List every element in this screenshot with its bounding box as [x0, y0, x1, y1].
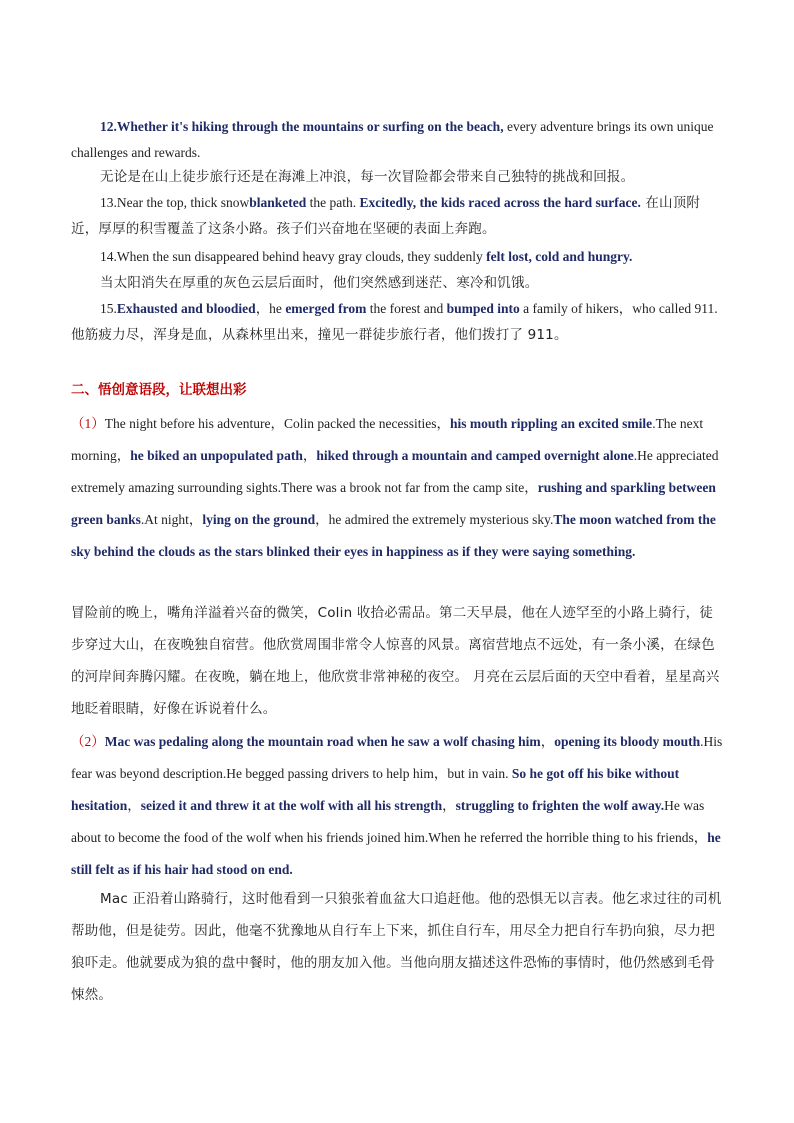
sentence-14-en: [71, 244, 723, 270]
p2-bold-a: Mac was pedaling along the mountain road when he saw a wolf chasing him: [104, 734, 541, 749]
sentence-13-text-a: 13.Near the top, thick snow: [100, 195, 250, 210]
sentence-12-plain: every adventure brings its own unique challenges and rewards.: [71, 119, 714, 160]
sentence-13-bold-b: Excitedly, the kids raced across the hard surface.: [359, 195, 641, 210]
p1-bold-a: his mouth rippling an excited smile: [450, 416, 653, 431]
sentence-15: [71, 296, 723, 348]
p1-bold-e: lying on the ground: [202, 512, 316, 527]
p1-text-d: .He appreciated extremely amazing surrounding sights.There was a brook not far from the camp site，: [71, 448, 719, 495]
sentence-15-text-a: ，he: [255, 301, 286, 316]
p1-bold-b: he biked an unpopulated path: [130, 448, 303, 463]
p1-text-b: .The next morning，: [71, 416, 704, 463]
sentence-12-en: [71, 114, 723, 166]
p2-text-b: .His fear was beyond description.He begged passing drivers to help him，but in vain.: [71, 734, 723, 781]
p1-bold-d: rushing and sparkling between green banks: [71, 480, 716, 527]
paragraph-1-zh: 冒险前的晚上，嘴角洋溢着兴奋的微笑，Colin 收拾必需品。第二天早晨，他在人迹罕至的小路上骑行，徒步穿过大山，在夜晚独自宿营。他欣赏周围非常令人惊喜的风景。离宿营地点不远处，有一条小溪，在绿色的河岸间奔腾闪耀。在夜晚，躺在地上，他欣赏非常神秘的夜空。 月亮在云层后面的天空中看着，星星高兴地眨着眼睛，好像在诉说着什么。: [71, 605, 720, 717]
p2-bold-d: seized it and threw it at the wolf with all his strength: [140, 798, 443, 813]
p2-bold-f: he still felt as if his hair had stood on end.: [71, 830, 721, 877]
sentence-14-zh: 当太阳消失在厚重的灰色云层后面时，他们突然感到迷茫、寒冷和饥饿。: [100, 275, 539, 291]
p2-text-c: ，: [127, 798, 141, 813]
sentence-15-num: 15.: [100, 301, 117, 316]
sentence-15-text-c: a family of hikers，who called 911.: [519, 301, 718, 316]
p1-bold-c: hiked through a mountain and camped overnight alone: [316, 448, 634, 463]
p2-bold-b: opening its bloody mouth: [554, 734, 701, 749]
section-heading: 二、悟创意语段，让联想出彩: [71, 382, 247, 398]
p1-text-c: ，: [302, 448, 317, 463]
sentence-15-bold-b: emerged from: [285, 301, 367, 316]
sentence-12-bold: 12.Whether it's hiking through the mountains or surfing on the beach,: [100, 119, 504, 134]
paragraph-1-number: （1）: [71, 416, 105, 431]
sentence-15-bold-c: bumped into: [446, 301, 520, 316]
p1-text-e: .At night，: [140, 512, 203, 527]
p2-text-a: ，: [540, 734, 555, 749]
sentence-13-text-b: the path.: [306, 195, 360, 210]
sentence-13: [71, 190, 723, 242]
sentence-13-zh: 在山顶附近，厚厚的积雪覆盖了这条小路。孩子们兴奋地在坚硬的表面上奔跑。: [71, 195, 701, 237]
p1-text-a: The night before his adventure，Colin packed the necessities，: [104, 416, 451, 431]
paragraph-2-number: （2）: [71, 734, 105, 749]
paragraph-2-en: [71, 726, 723, 886]
paragraph-2-zh: Mac 正沿着山路骑行，这时他看到一只狼张着血盆大口追赶他。他的恐惧无以言表。他乞求过往的司机帮助他，但是徒劳。因此，他毫不犹豫地从自行车上下来，抓住自行车，用尽全力把自行车扔向狼，尽力把狼吓走。他就要成为狼的盘中餐时，他的朋友加入他。当他向朋友描述这件恐怖的事情时，他仍然感到毛骨悚然。: [71, 891, 722, 1003]
sentence-14-bold: felt lost, cold and hungry.: [486, 249, 633, 264]
sentence-13-bold-a: blanketed: [249, 195, 307, 210]
paragraph-1-en: [71, 408, 723, 568]
p2-text-d: ，: [442, 798, 456, 813]
p2-bold-c: So he got off his bike without hesitation: [71, 766, 680, 813]
p1-text-f: ，he admired the extremely mysterious sky.: [315, 512, 554, 527]
p1-bold-f: The moon watched from the sky behind the clouds as the stars blinked their eyes in happiness as if they were saying something.: [71, 512, 716, 559]
sentence-15-text-b: the forest and: [366, 301, 447, 316]
p2-bold-e: struggling to frighten the wolf away.: [455, 798, 665, 813]
sentence-15-bold-a: Exhausted and bloodied: [116, 301, 256, 316]
sentence-15-zh: 他筋疲力尽，浑身是血，从森林里出来，撞见一群徒步旅行者，他们拨打了 911。: [71, 327, 568, 343]
p2-text-e: He was about to become the food of the wolf when his friends joined him.When he referred the horrible thing to his friends，: [71, 798, 708, 845]
sentence-12-zh: 无论是在山上徒步旅行还是在海滩上冲浪，每一次冒险都会带来自己独特的挑战和回报。: [100, 169, 635, 185]
sentence-14-text: 14.When the sun disappeared behind heavy gray clouds, they suddenly: [100, 249, 487, 264]
